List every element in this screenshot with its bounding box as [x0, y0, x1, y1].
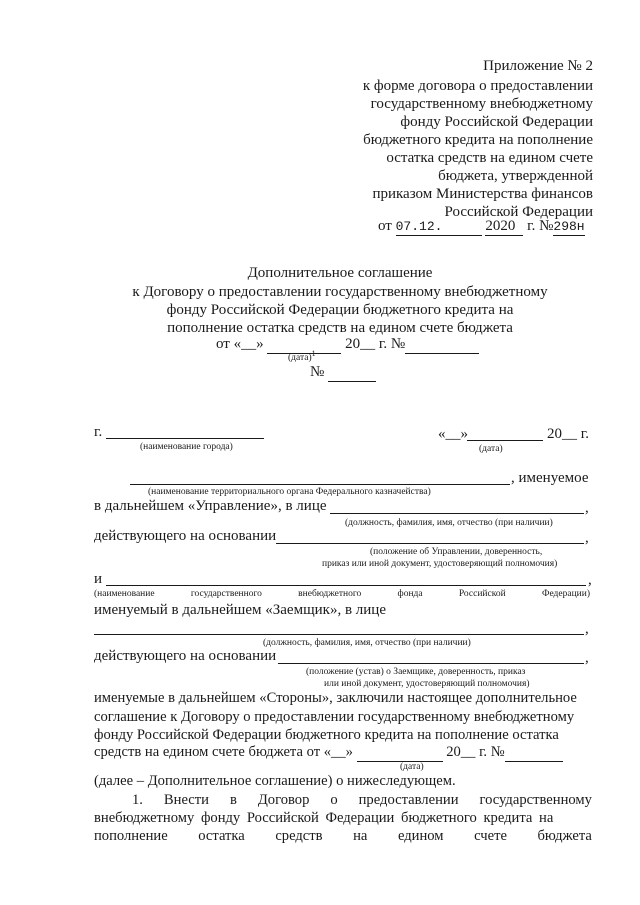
- date-caption: (дата)$^1$: [288, 348, 316, 363]
- appendix-line: бюджетного кредита на пополнение: [363, 132, 593, 148]
- appendix-line: приказом Министерства финансов: [372, 186, 593, 202]
- order-number: 298н: [553, 219, 585, 234]
- basis-caption-1b: приказ или иной документ, удостоверяющий полномочия): [322, 559, 558, 569]
- paragraph-1-line-1: 1. Внести в Договор о предоставлении государственному: [132, 792, 592, 808]
- order-prefix: от: [378, 218, 392, 234]
- footnote-mark: 1: [311, 348, 316, 358]
- paragraph-1-line-3: пополнение остатка средств на едином счете бюджета: [94, 828, 592, 844]
- basis-text-1: действующего на основании: [94, 528, 277, 544]
- body-line: (далее – Дополнительное соглашение) о нижеследующем.: [94, 773, 456, 789]
- body-line-date: средств на едином счете бюджета от «__» 20__ г. №: [94, 744, 563, 762]
- appendix-title: Приложение № 2: [483, 58, 593, 74]
- comma: ,: [585, 621, 589, 637]
- body-date-caption: (дата): [400, 762, 424, 772]
- basis-blank-2: [278, 663, 584, 664]
- order-year: 2020: [485, 218, 523, 236]
- place-date-caption: (дата): [479, 444, 503, 454]
- body-line: именуемые в дальнейшем «Стороны», заключили настоящее дополнительное: [94, 690, 577, 706]
- agreement-number: [310, 364, 376, 382]
- order-date: 07.12.: [396, 218, 482, 236]
- comma: ,: [585, 500, 589, 516]
- agreement-title: Дополнительное соглашение: [247, 265, 433, 281]
- agreement-subtitle: фонду Российской Федерации бюджетного кредита на: [166, 302, 514, 318]
- number-blank: [328, 364, 376, 382]
- date-month-blank: [267, 336, 341, 354]
- fund-caption: (наименование государственного внебюджетного фонда Российской Федерации): [94, 589, 590, 599]
- city-blank: [106, 438, 264, 439]
- city-caption: (наименование города): [140, 442, 233, 452]
- treasury-blank: [130, 484, 510, 485]
- named-suffix: , именуемое: [511, 470, 589, 486]
- person-caption-2: (должность, фамилия, имя, отчество (при наличии): [263, 638, 471, 648]
- order-reference: [378, 218, 585, 236]
- basis-caption-2b: или иной документ, удостоверяющий полномочия): [324, 679, 530, 689]
- basis-text-2: действующего на основании: [94, 648, 277, 664]
- body-line: фонду Российской Федерации бюджетного кредита на пополнение остатка: [94, 727, 559, 743]
- comma: ,: [585, 530, 589, 546]
- basis-caption-2a: (положение (устав) о Заемщике, доверенность, приказ: [306, 667, 526, 677]
- appendix-line: остатка средств на едином счете: [386, 150, 593, 166]
- agreement-subtitle: к Договору о предоставлении государственному внебюджетному: [132, 284, 548, 300]
- appendix-line: государственному внебюджетному: [370, 96, 593, 112]
- person-caption-1: (должность, фамилия, имя, отчество (при наличии): [345, 518, 553, 528]
- body-number-blank: [505, 744, 563, 762]
- management-text: в дальнейшем «Управление», в лице: [94, 498, 327, 514]
- person-blank-1: [330, 513, 584, 514]
- place-date-left: «__»: [438, 426, 468, 442]
- appendix-line: к форме договора о предоставлении: [362, 78, 593, 94]
- paragraph-1-line-2: внебюджетному фонду Российской Федерации бюджетного кредита на: [94, 810, 554, 826]
- date-year: 20__ г. №: [345, 336, 406, 352]
- treasury-caption: (наименование территориального органа Федерального казначейства): [148, 487, 431, 497]
- place-date-right: 20__ г.: [547, 426, 589, 442]
- city-prefix: г.: [94, 424, 103, 440]
- comma: ,: [588, 572, 592, 588]
- agreement-date-line: [216, 336, 479, 354]
- comma: ,: [585, 650, 589, 666]
- appendix-line: Российской Федерации: [444, 204, 593, 220]
- date-prefix: от «__»: [216, 336, 264, 352]
- and-text: и: [94, 571, 103, 587]
- appendix-line: бюджета, утвержденной: [438, 168, 593, 184]
- place-date-blank: [467, 440, 543, 441]
- fund-blank: [106, 585, 586, 586]
- borrower-text: именуемый в дальнейшем «Заемщик», в лице: [94, 602, 386, 618]
- appendix-line: фонду Российской Федерации: [400, 114, 593, 130]
- order-mid: г. №: [527, 218, 554, 234]
- number-blank: [405, 336, 479, 354]
- person-blank-2: [94, 634, 584, 635]
- body-date-blank: [357, 744, 443, 762]
- basis-blank-1: [276, 543, 584, 544]
- basis-caption-1a: (положение об Управлении, доверенность,: [370, 547, 543, 557]
- body-line: соглашение к Договору о предоставлении государственному внебюджетному: [94, 709, 575, 725]
- number-label: №: [310, 364, 325, 380]
- agreement-subtitle: пополнение остатка средств на едином счете бюджета: [167, 320, 513, 336]
